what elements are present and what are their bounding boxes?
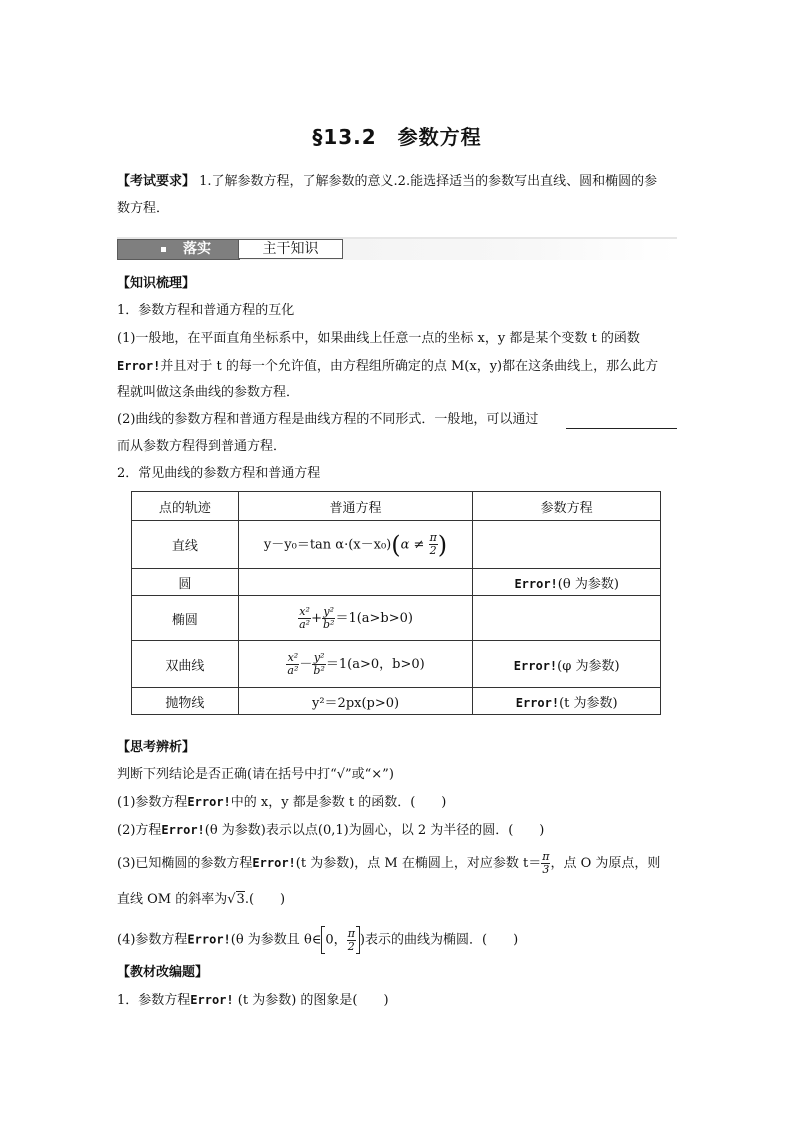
thinking-question-3-line2: 直线 OM 的斜率为√3.( ) bbox=[117, 892, 286, 907]
normal-equation: $\frac{\text{x²}}{\text{a²}}$ + $\frac{\text{y²}}{\text{b²}}$ ＝1(a>b>0) bbox=[238, 596, 473, 641]
knowledge-p1-line1: (1)一般地，在平面直角坐标系中，如果曲线上任意一点的坐标 x，y 都是某个变数 t 的函数 bbox=[117, 331, 640, 346]
table-header: 参数方程 bbox=[473, 492, 661, 521]
section-bar bbox=[117, 237, 677, 260]
section-bar-dark bbox=[117, 239, 240, 260]
thinking-heading: 【思考辨析】 bbox=[117, 740, 196, 755]
requirements-text-1: 1.了解参数方程，了解参数的意义.2.能选择适当的参数写出直线、圆和椭圆的参 bbox=[195, 174, 658, 189]
parametric-equation: Error!(θ 为参数) bbox=[473, 569, 661, 596]
curve-name: 圆 bbox=[132, 569, 239, 596]
curve-name: 直线 bbox=[132, 521, 239, 569]
table-row bbox=[132, 596, 661, 641]
thinking-question-1: (1)参数方程Error!中的 x，y 都是参数 t 的函数．( ) bbox=[117, 795, 447, 810]
parametric-equation: Error!(t 为参数) bbox=[473, 688, 661, 715]
square-bullet-icon bbox=[161, 247, 166, 252]
knowledge-item2-title: 2．常见曲线的参数方程和普通方程 bbox=[117, 466, 321, 481]
normal-equation: y－y₀＝tan α·(x－x₀)(α ≠ $\frac{\pi}{2}$ ) bbox=[238, 521, 473, 569]
thinking-intro: 判断下列结论是否正确(请在括号中打“√”或“×”) bbox=[117, 767, 394, 782]
section-bar-right-label: 主干知识 bbox=[238, 239, 343, 259]
thinking-question-2: (2)方程Error!(θ 为参数)表示以点(0,1)为圆心，以 2 为半径的圆．( ) bbox=[117, 823, 545, 838]
knowledge-item1-title: 1．参数方程和普通方程的互化 bbox=[117, 303, 295, 318]
exam-requirements-line1 bbox=[117, 173, 657, 191]
error-placeholder: Error! bbox=[117, 359, 161, 373]
curves-table bbox=[131, 491, 661, 715]
textbook-heading: 【教材改编题】 bbox=[117, 965, 209, 980]
curve-name: 抛物线 bbox=[132, 688, 239, 715]
knowledge-p2-line2: 而从参数方程得到普通方程． bbox=[117, 439, 287, 454]
table-row bbox=[132, 641, 661, 688]
table-header-row bbox=[132, 492, 661, 521]
table-header: 点的轨迹 bbox=[132, 492, 239, 521]
parametric-equation bbox=[473, 596, 661, 641]
parametric-equation: Error!(φ 为参数) bbox=[473, 641, 661, 688]
section-bar-left-label: 落实 bbox=[183, 241, 211, 257]
requirements-label: 【考试要求】 bbox=[117, 174, 196, 189]
requirements-text-2: 数方程． bbox=[117, 201, 170, 216]
normal-equation bbox=[238, 569, 473, 596]
knowledge-p1-line2: Error!并且对于 t 的每一个允许值，由方程组所确定的点 M(x，y)都在这条曲线上，那么此方 bbox=[117, 359, 659, 374]
normal-equation: y²＝2px(p>0) bbox=[238, 688, 473, 715]
knowledge-p1-line3: 程就叫做这条曲线的参数方程． bbox=[117, 385, 300, 400]
table-row bbox=[132, 569, 661, 596]
textbook-question-1: 1．参数方程Error! (t 为参数) 的图象是( ) bbox=[117, 993, 389, 1008]
page-title: §13.2 参数方程 bbox=[312, 125, 482, 149]
table-header: 普通方程 bbox=[238, 492, 473, 521]
knowledge-p2-line1: (2)曲线的参数方程和普通方程是曲线方程的不同形式．一般地，可以通过 bbox=[117, 412, 539, 427]
thinking-question-3: (3)已知椭圆的参数方程Error!(t 为参数)，点 M 在椭圆上，对应参数 t＝ $\frac{\pi}{3}$ ，点 O 为原点，则 bbox=[117, 850, 661, 876]
table-row bbox=[132, 688, 661, 715]
parametric-equation bbox=[473, 521, 661, 569]
table-row bbox=[132, 521, 661, 569]
fill-in-blank bbox=[566, 428, 677, 429]
curve-name: 椭圆 bbox=[132, 596, 239, 641]
normal-equation: $\frac{\text{x²}}{\text{a²}}$ － $\frac{\text{y²}}{\text{b²}}$ ＝1(a>0，b>0) bbox=[238, 641, 473, 688]
thinking-question-4: (4)参数方程Error!(θ 为参数且 θ∈ 0， $\frac{\pi}{2}$ )表示的曲线为椭圆．( ) bbox=[117, 926, 519, 953]
knowledge-heading: 【知识梳理】 bbox=[117, 276, 196, 291]
curve-name: 双曲线 bbox=[132, 641, 239, 688]
